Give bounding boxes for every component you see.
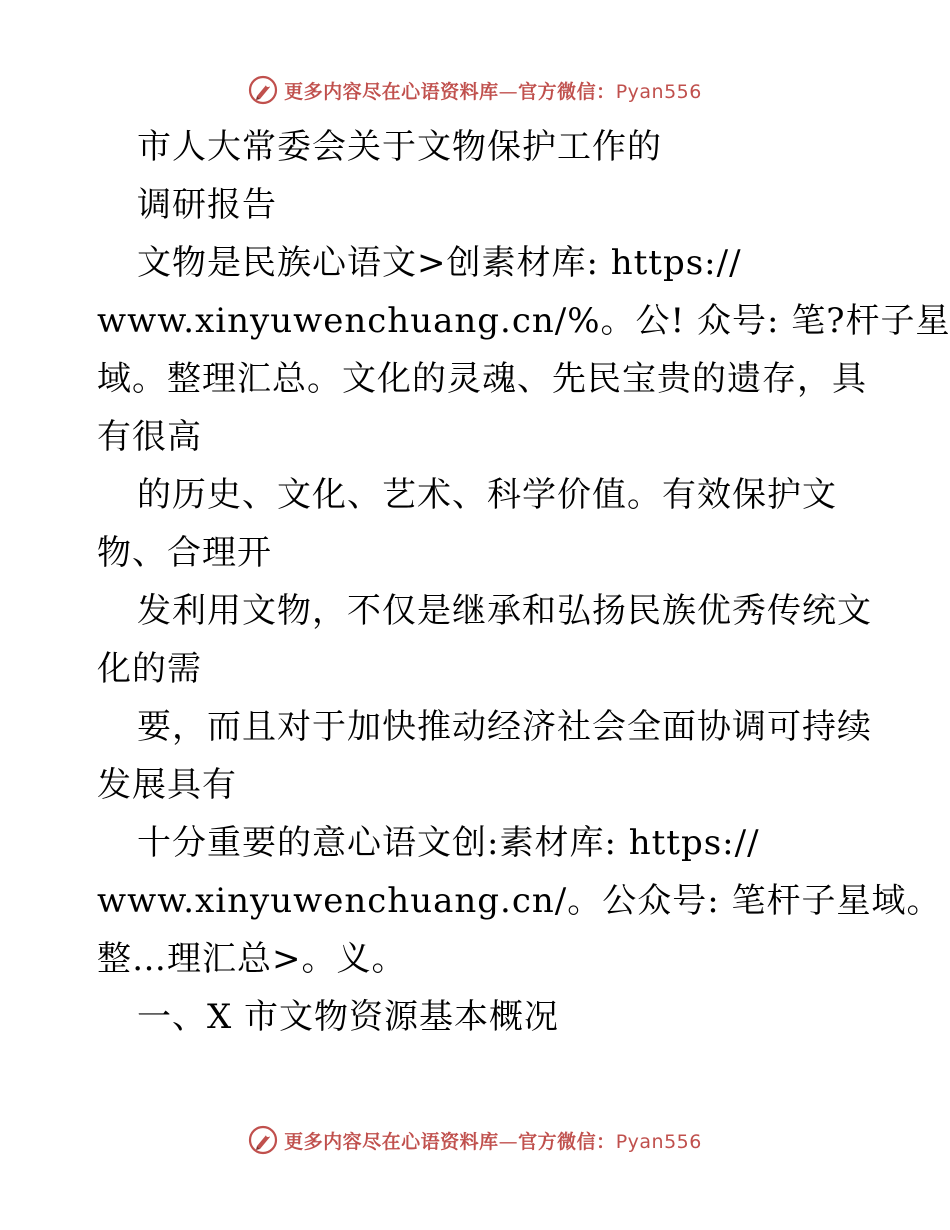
footer-brand-text: 更多内容尽在心语资料库 — [284, 1130, 499, 1153]
pen-circle-logo-icon — [248, 75, 278, 105]
header-wechat-label: 官方微信： — [518, 80, 616, 103]
header-dash: — — [498, 80, 519, 103]
pen-circle-logo-icon — [248, 1125, 278, 1155]
document-line: 十分重要的意心语文创:素材库: https:// — [137, 823, 760, 863]
header-banner — [0, 70, 950, 110]
document-line: 物、合理开 — [97, 533, 272, 573]
document-line: 调研报告 — [137, 185, 277, 225]
document-line: 有很高 — [97, 417, 202, 457]
document-line: www.xinyuwenchuang.cn/%。公! 众号: 笔?杆子星 — [97, 301, 950, 341]
document-line: 发利用文物，不仅是继承和弘扬民族优秀传统文 — [137, 591, 872, 631]
document-line: 一、X 市文物资源基本概况 — [137, 997, 560, 1037]
header-brand-text: 更多内容尽在心语资料库 — [284, 80, 499, 103]
footer-wechat-id: Pyan556 — [615, 1130, 702, 1153]
document-line: 域。整理汇总。文化的灵魂、先民宝贵的遗存，具 — [97, 359, 867, 399]
document-body — [97, 118, 950, 1046]
header-wechat-id: Pyan556 — [615, 80, 702, 103]
footer-banner-text — [284, 1127, 702, 1154]
document-line: 市人大常委会关于文物保护工作的 — [137, 127, 662, 167]
document-line: 整…理汇总>。义。 — [97, 939, 407, 979]
document-line: 化的需 — [97, 649, 202, 689]
document-line: 的历史、文化、艺术、科学价值。有效保护文 — [137, 475, 837, 515]
footer-banner — [0, 1120, 950, 1160]
document-line: 发展具有 — [97, 765, 237, 805]
document-line: 要，而且对于加快推动经济社会全面协调可持续 — [137, 707, 872, 747]
footer-wechat-label: 官方微信： — [518, 1130, 616, 1153]
footer-dash: — — [498, 1130, 519, 1153]
document-line: 文物是民族心语文>创素材库: https:// — [137, 243, 742, 283]
document-line: www.xinyuwenchuang.cn/。公众号: 笔杆子星域。 — [97, 881, 942, 921]
header-banner-text — [284, 77, 702, 104]
